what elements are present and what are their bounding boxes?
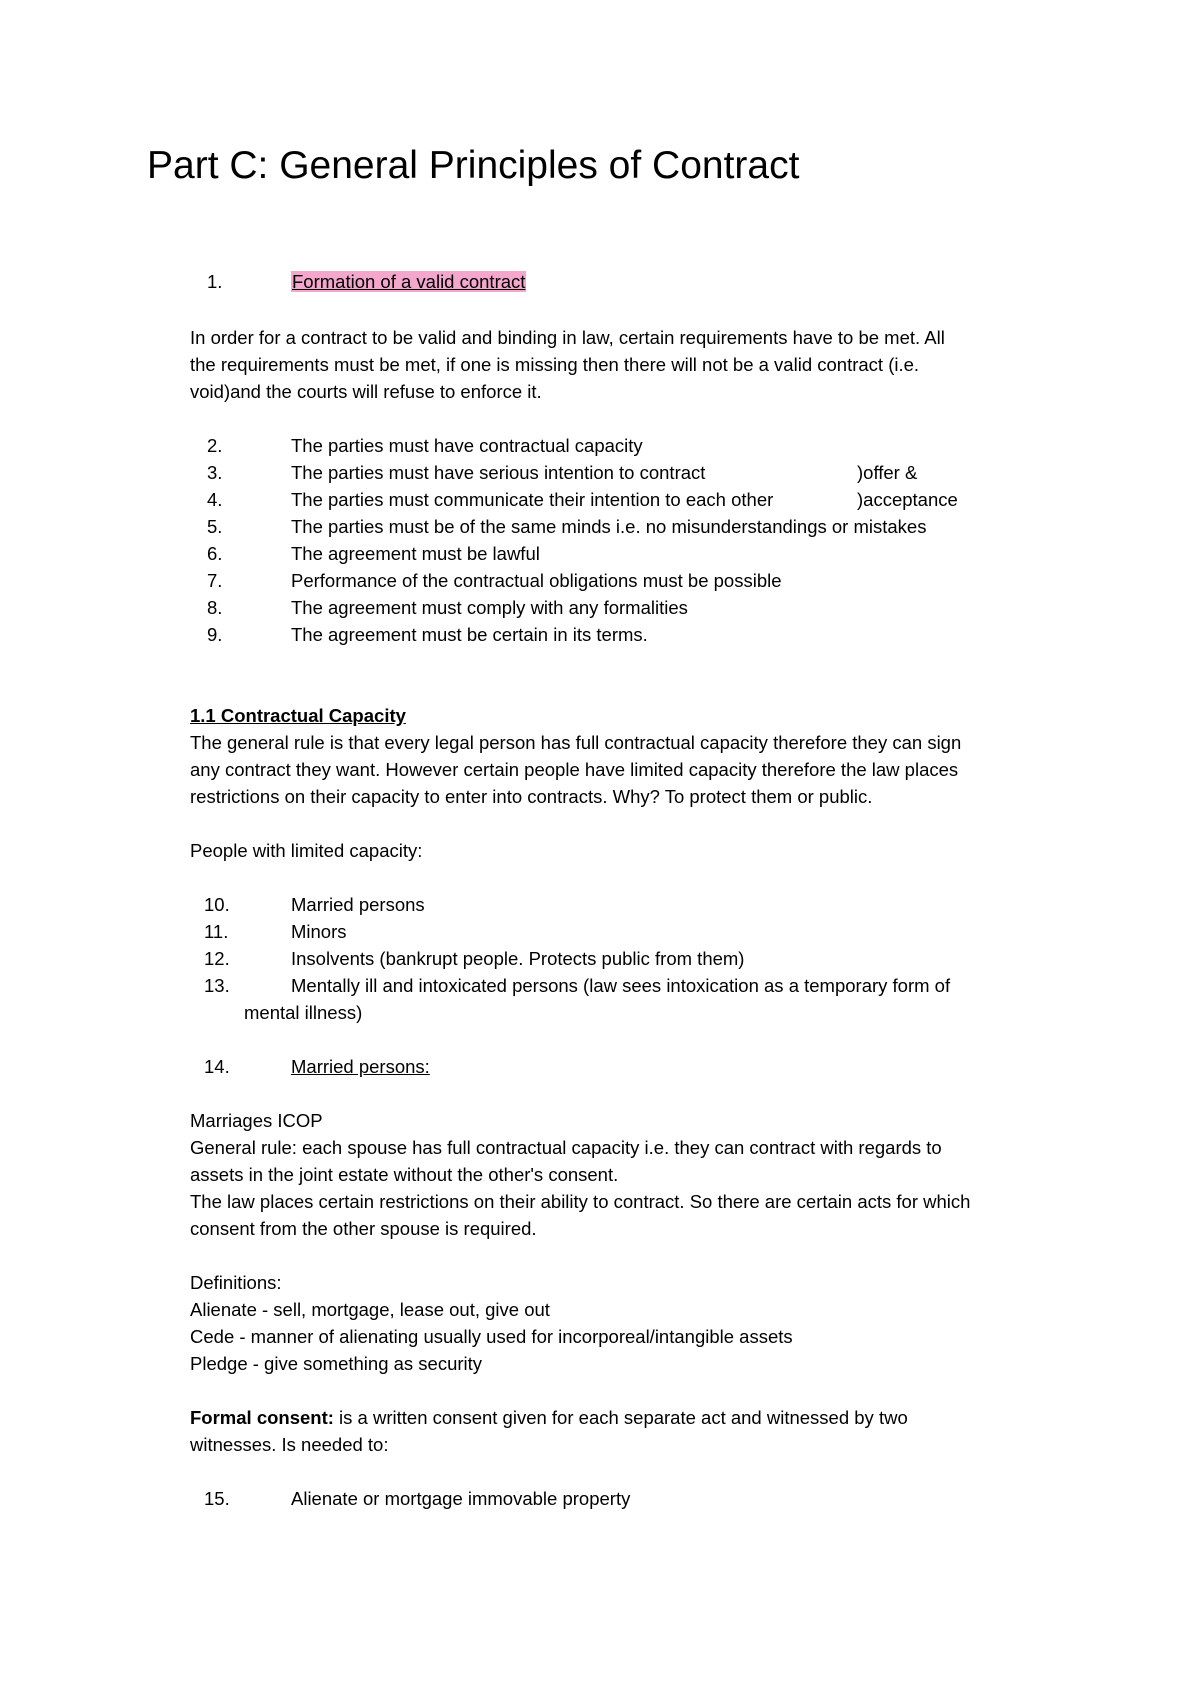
list-number: 8. xyxy=(207,597,223,618)
list-aside-note: )acceptance xyxy=(857,489,958,510)
list-item: The parties must communicate their intention to each other xyxy=(291,489,774,510)
section-heading xyxy=(291,268,526,295)
list-number: 7. xyxy=(207,570,223,591)
paragraph-line: consent from the other spouse is required. xyxy=(190,1218,537,1239)
definitions-label: Definitions: xyxy=(190,1272,282,1293)
intro-line: void)and the courts will refuse to enforce it. xyxy=(190,381,542,402)
paragraph-line: The general rule is that every legal person has full contractual capacity therefore they can sign xyxy=(190,732,962,753)
list-number: 4. xyxy=(207,489,223,510)
list-number: 5. xyxy=(207,516,223,537)
list-number: 9. xyxy=(207,624,223,645)
formal-consent-label: Formal consent: xyxy=(190,1407,334,1428)
definition-item: Pledge - give something as security xyxy=(190,1353,483,1374)
subsection-heading: 1.1 Contractual Capacity xyxy=(190,705,406,726)
section-number: 1. xyxy=(207,271,223,292)
intro-line: the requirements must be met, if one is missing then there will not be a valid contract (i.e. xyxy=(190,354,920,375)
paragraph-line: General rule: each spouse has full contractual capacity i.e. they can contract with regards to xyxy=(190,1137,942,1158)
list-item: The agreement must be certain in its terms. xyxy=(291,624,648,645)
formal-consent-line xyxy=(190,1404,908,1431)
intro-line: In order for a contract to be valid and binding in law, certain requirements have to be met. All xyxy=(190,327,945,348)
list-item: The agreement must comply with any formalities xyxy=(291,597,688,618)
list-item: Minors xyxy=(291,921,347,942)
formal-consent-text: is a written consent given for each separate act and witnessed by two xyxy=(333,1407,908,1428)
paragraph-line: any contract they want. However certain people have limited capacity therefore the law places xyxy=(190,759,959,780)
icop-label: Marriages ICOP xyxy=(190,1110,323,1131)
paragraph-line: The law places certain restrictions on their ability to contract. So there are certain acts for which xyxy=(190,1191,971,1212)
list-item: The parties must have serious intention to contract xyxy=(291,462,706,483)
list-number: 11. xyxy=(204,921,229,942)
list-item: The agreement must be lawful xyxy=(291,543,540,564)
paragraph-line: assets in the joint estate without the other's consent. xyxy=(190,1164,619,1185)
married-persons-heading: Married persons: xyxy=(291,1056,430,1077)
list-item: The parties must have contractual capacity xyxy=(291,435,643,456)
list-item: Insolvents (bankrupt people. Protects public from them) xyxy=(291,948,745,969)
list-number: 6. xyxy=(207,543,223,564)
formal-consent-line: witnesses. Is needed to: xyxy=(190,1434,389,1455)
list-number: 14. xyxy=(204,1056,230,1077)
list-item: Performance of the contractual obligations must be possible xyxy=(291,570,782,591)
list-item-continuation: mental illness) xyxy=(244,1002,363,1023)
list-number: 13. xyxy=(204,975,230,996)
list-number: 10. xyxy=(204,894,230,915)
definition-item: Alienate - sell, mortgage, lease out, give out xyxy=(190,1299,550,1320)
list-item: Alienate or mortgage immovable property xyxy=(291,1488,631,1509)
list-number: 3. xyxy=(207,462,223,483)
list-aside-note: )offer & xyxy=(857,462,918,483)
page-title: Part C: General Principles of Contract xyxy=(147,144,800,187)
list-number: 15. xyxy=(204,1488,230,1509)
list-item: The parties must be of the same minds i.e. no misunderstandings or mistakes xyxy=(291,516,927,537)
limited-capacity-label: People with limited capacity: xyxy=(190,840,423,861)
paragraph-line: restrictions on their capacity to enter into contracts. Why? To protect them or public. xyxy=(190,786,873,807)
highlighted-heading: Formation of a valid contract xyxy=(292,271,526,292)
list-item: Mentally ill and intoxicated persons (law sees intoxication as a temporary form of xyxy=(291,975,951,996)
list-number: 2. xyxy=(207,435,223,456)
list-number: 12. xyxy=(204,948,230,969)
definition-item: Cede - manner of alienating usually used for incorporeal/intangible assets xyxy=(190,1326,793,1347)
list-item: Married persons xyxy=(291,894,425,915)
